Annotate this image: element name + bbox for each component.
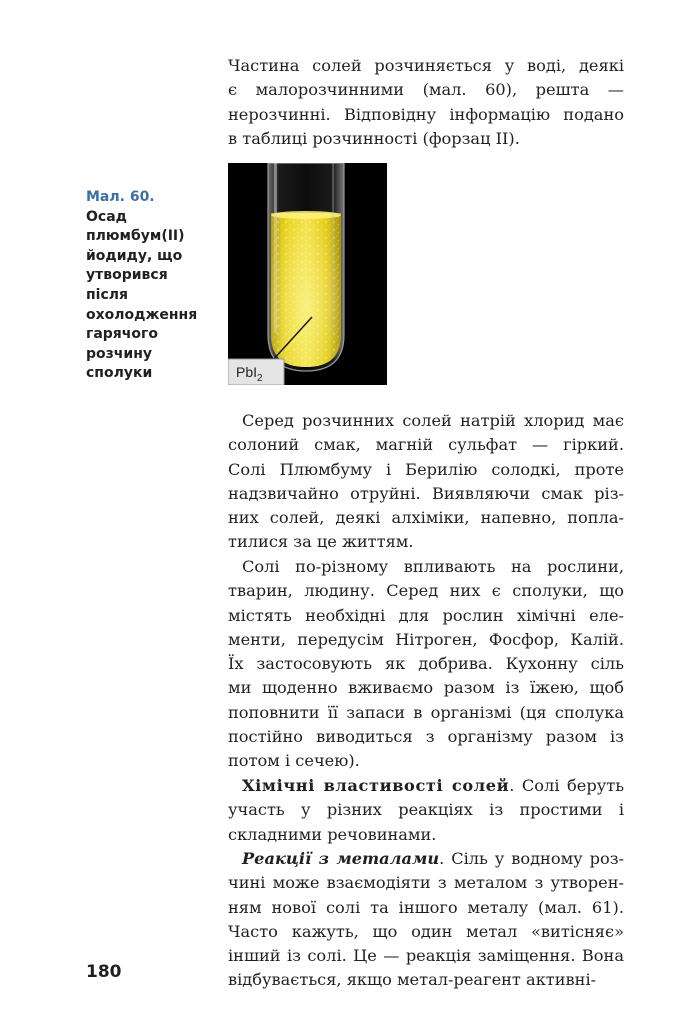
caption-line: розчину xyxy=(86,345,152,362)
caption-line: утворився xyxy=(86,267,168,284)
test-tube-illustration xyxy=(228,163,387,385)
text-line: є малорозчинними (мал. 60), решта — xyxy=(228,80,624,100)
text-line: Часто кажуть, що один метал «витісняє» xyxy=(228,921,624,941)
text-line: відбувається, якщо метал-реагент активні- xyxy=(228,970,597,990)
text-line: Частина солей розчиняється у воді, деякі xyxy=(228,56,624,75)
caption-line: сполуки xyxy=(86,365,153,382)
compound-label: PbI$_2$ xyxy=(236,364,263,384)
text-line xyxy=(228,774,624,798)
caption-line: плюмбум(ІІ) xyxy=(86,228,185,245)
paragraph-metals xyxy=(228,847,624,993)
text-line: Їх застосовують як добрива. Кухонну сіль xyxy=(228,654,624,674)
text-line: ням нової солі та іншого металу (мал. 61). xyxy=(228,897,624,917)
text-line: них солей, деякі алхіміки, напевно, попла- xyxy=(228,508,624,528)
caption-line: Осад xyxy=(86,208,127,225)
text-line: участь у різних реакціях із простими і xyxy=(228,800,624,820)
text-line: потом і сечею). xyxy=(228,751,360,771)
text-fragment: . Солі беруть xyxy=(509,776,625,795)
paragraph-taste xyxy=(228,409,624,555)
paragraph-properties xyxy=(228,774,624,847)
figure-caption xyxy=(86,188,206,384)
section-heading: Хімічні властивості солей xyxy=(242,776,510,795)
text-line: чині може взаємодіяти з металом з утворен- xyxy=(228,873,624,893)
text-line: тилися за це життям. xyxy=(228,532,414,552)
text-line: Серед розчинних солей натрій хлорид має xyxy=(242,411,624,430)
text-line: поповнити її запаси в організмі (ця сполука xyxy=(228,702,624,722)
text-line: тварин, людину. Серед них є сполуки, що xyxy=(228,581,624,601)
text-line: надзвичайно отруйні. Виявляючи смак різ- xyxy=(228,483,624,503)
caption-line: гарячого xyxy=(86,326,158,343)
paragraph-uses xyxy=(228,555,624,774)
text-line: солоний смак, магній сульфат — гіркий. xyxy=(228,435,624,455)
test-tube-photo xyxy=(228,163,387,385)
text-line: в таблиці розчинності (форзац ІІ). xyxy=(228,128,520,148)
text-line: інший із солі. Це — реакція заміщення. Вона xyxy=(228,946,624,966)
text-line: менти, передусім Нітроген, Фосфор, Калій. xyxy=(228,629,624,649)
paragraph-intro xyxy=(228,54,624,151)
text-line: нерозчинні. Відповідну інформацію подано xyxy=(228,104,624,124)
text-line: постійно виводиться з організму разом із xyxy=(228,727,624,747)
text-line: Солі Плюмбуму і Берилію солодкі, проте xyxy=(228,459,624,479)
caption-line: після xyxy=(86,286,129,303)
text-line xyxy=(228,847,624,871)
page-number: 180 xyxy=(86,962,122,982)
caption-line: охолодження xyxy=(86,306,198,323)
figure-title: Мал. 60. xyxy=(86,189,155,205)
text-line: Солі по-різному впливають на рослини, xyxy=(242,557,624,576)
caption-line: йодиду, що xyxy=(86,247,183,264)
text-line: складними речовинами. xyxy=(228,824,437,844)
text-line: містять необхідні для рослин хімічні еле- xyxy=(228,605,624,625)
text-fragment: . Сіль у водному роз- xyxy=(439,849,625,868)
subsection-heading: Реакції з металами xyxy=(242,849,440,868)
text-line: ми щоденно вживаємо разом із їжею, щоб xyxy=(228,678,624,698)
